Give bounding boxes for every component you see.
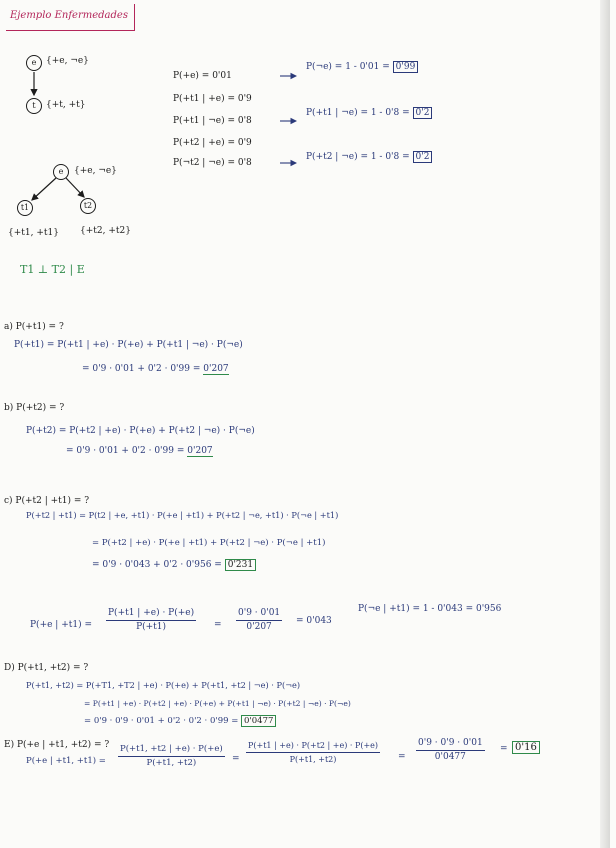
e-eq-2: =	[398, 752, 406, 762]
prob-3: P(+t2 | +e) = 0'9	[173, 138, 252, 148]
c-bayes-eq: =	[214, 620, 222, 630]
derived-2	[306, 152, 432, 163]
d-result: 0'0477	[241, 715, 276, 727]
e-fraction-3-den: 0'0477	[434, 752, 466, 762]
e-result-wrap	[512, 742, 540, 753]
e-result: 0'16	[512, 741, 540, 754]
c-bayes-num-2: 0'9 · 0'01	[236, 608, 282, 621]
e-fraction-2-num: P(+t1 | +e) · P(+t2 | +e) · P(+e)	[246, 740, 380, 753]
e-eq-1: =	[232, 754, 240, 764]
node-t1: t1	[17, 200, 33, 216]
d-line-3	[84, 716, 276, 727]
domain-e-1: {+e, ¬e}	[46, 56, 89, 66]
c-result: 0'231	[225, 559, 256, 571]
question-d: D) P(+t1, +t2) = ?	[4, 663, 89, 673]
c-bayes-fraction-2	[236, 608, 282, 633]
e-fraction-2-den: P(+t1, +t2)	[289, 755, 337, 764]
c-bayes-value: = 0'043	[296, 616, 332, 626]
d-line-3-expr: = 0'9 · 0'9 · 0'01 + 0'2 · 0'2 · 0'99 =	[84, 716, 239, 726]
prob-0: P(+e) = 0'01	[173, 71, 232, 81]
a-line-1: P(+t1) = P(+t1 | +e) · P(+e) + P(+t1 | ¬e) · P(¬e)	[14, 340, 243, 350]
node-t: t	[26, 98, 42, 114]
e-fraction-3	[416, 738, 485, 763]
b-result: 0'207	[187, 446, 213, 456]
c-bayes-den-2: 0'207	[246, 622, 272, 632]
c-line-2: = P(+t2 | +e) · P(+e | +t1) + P(+t2 | ¬e) · P(¬e | +t1)	[92, 538, 326, 548]
e-fraction-2	[246, 740, 380, 765]
c-bayes-lhs: P(+e | +t1) =	[30, 620, 92, 630]
e-fraction-3-num: 0'9 · 0'9 · 0'01	[416, 738, 485, 751]
derived-0	[306, 62, 418, 73]
page-title: Ejemplo Enfermedades	[10, 10, 128, 21]
e-fraction-1-den: P(+t1, +t2)	[146, 758, 197, 768]
node-e-1: e	[26, 55, 42, 71]
derived-2-value: 0'2	[413, 151, 433, 163]
e-lhs: P(+e | +t1, +t1) =	[26, 756, 106, 766]
b-line-2-expr: = 0'9 · 0'01 + 0'2 · 0'99 =	[66, 446, 185, 456]
derived-0-lhs: P(¬e) = 1 - 0'01 =	[306, 62, 390, 72]
derived-0-value: 0'99	[393, 61, 419, 73]
question-b: b) P(+t2) = ?	[4, 403, 65, 413]
b-line-1: P(+t2) = P(+t2 | +e) · P(+e) + P(+t2 | ¬e) · P(¬e)	[26, 426, 255, 436]
a-result: 0'207	[203, 364, 229, 374]
d-line-2: = P(+t1 | +e) · P(+t2 | +e) · P(+e) + P(+t1 | ¬e) · P(+t2 | ¬e) · P(¬e)	[84, 699, 351, 708]
question-c: c) P(+t2 | +t1) = ?	[4, 496, 90, 506]
node-t2: t2	[80, 198, 96, 214]
e-eq-3: =	[500, 744, 508, 754]
derived-1-lhs: P(+t1 | ¬e) = 1 - 0'8 =	[306, 108, 410, 118]
prob-2: P(+t1 | ¬e) = 0'8	[173, 116, 252, 126]
a-line-2-expr: = 0'9 · 0'01 + 0'2 · 0'99 =	[82, 364, 201, 374]
prob-4: P(¬t2 | ¬e) = 0'8	[173, 158, 252, 168]
derived-1	[306, 108, 432, 119]
question-e: E) P(+e | +t1, +t2) = ?	[4, 740, 110, 750]
c-bayes-den: P(+t1)	[136, 622, 167, 632]
e-fraction-1	[118, 744, 225, 769]
prob-1: P(+t1 | +e) = 0'9	[173, 94, 252, 104]
derived-2-lhs: P(+t2 | ¬e) = 1 - 0'8 =	[306, 152, 410, 162]
question-a: a) P(+t1) = ?	[4, 322, 64, 332]
c-bayes-fraction	[106, 608, 196, 633]
c-line-3-expr: = 0'9 · 0'043 + 0'2 · 0'956 =	[92, 560, 222, 570]
node-e-2: e	[53, 164, 69, 180]
c-bayes-num: P(+t1 | +e) · P(+e)	[106, 608, 196, 621]
independence-statement: T1 ⊥ T2 | E	[20, 263, 85, 276]
c-complement: P(¬e | +t1) = 1 - 0'043 = 0'956	[358, 604, 502, 614]
domain-t1: {+t1, +t1}	[8, 228, 59, 238]
domain-t: {+t, +t}	[46, 100, 86, 110]
domain-t2: {+t2, +t2}	[80, 226, 131, 236]
b-line-2	[66, 446, 213, 457]
c-line-3	[92, 560, 256, 571]
e-fraction-1-num: P(+t1, +t2 | +e) · P(+e)	[118, 744, 225, 757]
domain-e-2: {+e, ¬e}	[74, 166, 117, 176]
c-line-1: P(+t2 | +t1) = P(t2 | +e, +t1) · P(+e | +t1) + P(+t2 | ¬e, +t1) · P(¬e | +t1)	[26, 510, 339, 520]
derived-1-value: 0'2	[413, 107, 433, 119]
a-line-2	[82, 364, 229, 375]
d-line-1: P(+t1, +t2) = P(+T1, +T2 | +e) · P(+e) + P(+t1, +t2 | ¬e) · P(¬e)	[26, 680, 301, 690]
